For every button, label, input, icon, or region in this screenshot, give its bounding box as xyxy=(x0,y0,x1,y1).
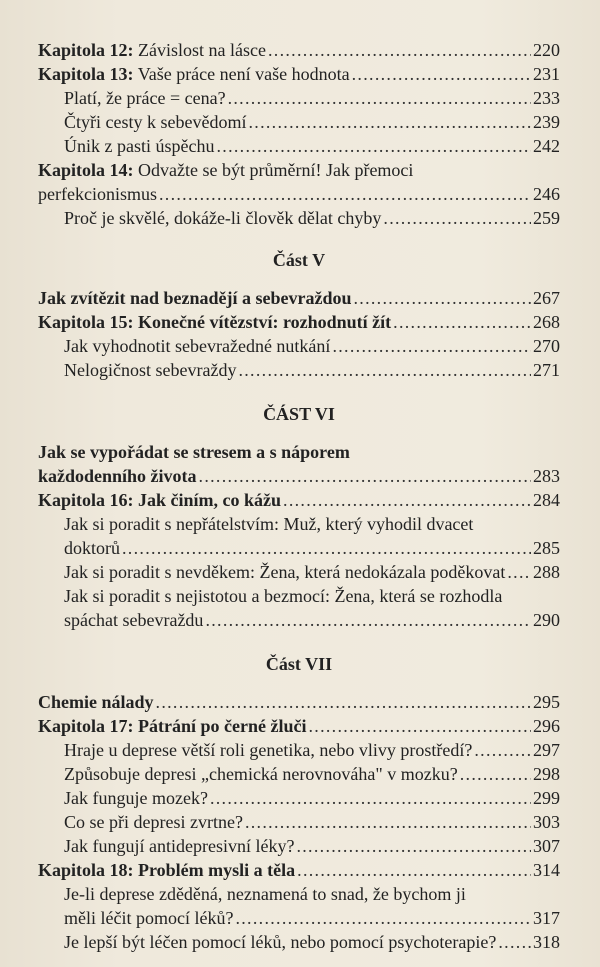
entry-title: Jak zvítězit nad beznadějí a sebevraždou xyxy=(38,288,352,308)
page-number: 317 xyxy=(533,908,560,928)
page-number: 295 xyxy=(533,692,560,712)
page-number: 268 xyxy=(533,312,560,332)
entry-title: perfekcionismus xyxy=(38,184,157,204)
toc-entry xyxy=(38,584,560,632)
entry-title: Chemie nálady xyxy=(38,692,154,712)
entry-title: Platí, že práce = cena? xyxy=(64,88,226,108)
toc-entry-part-title xyxy=(38,440,560,488)
entry-title: Způsobuje depresi „chemická nerovnováha" v mozku? xyxy=(64,764,458,784)
entry-title: spáchat sebevraždu xyxy=(64,610,204,630)
page-number: 267 xyxy=(533,288,560,308)
page-number: 284 xyxy=(533,490,560,510)
page-number: 318 xyxy=(533,932,560,952)
toc-entry xyxy=(38,762,560,786)
leader-dots xyxy=(205,608,531,632)
leader-dots xyxy=(122,536,531,560)
chapter-label: Kapitola 13: xyxy=(38,64,134,84)
leader-dots xyxy=(308,714,531,738)
entry-title: Jak si poradit s nevděkem: Žena, která nedokázala poděkovat xyxy=(64,562,506,582)
page-number: 220 xyxy=(533,40,560,60)
leader-dots xyxy=(216,134,531,158)
entry-title: Jak vyhodnotit sebevražedné nutkání xyxy=(64,336,331,356)
page-number: 231 xyxy=(533,64,560,84)
part-heading: ČÁST VI xyxy=(263,404,335,424)
part-heading: Část VII xyxy=(265,654,333,674)
toc-entry xyxy=(38,512,560,560)
leader-dots xyxy=(228,86,531,110)
entry-title: Je lepší být léčen pomocí léků, nebo pomocí psychoterapie? xyxy=(64,932,497,952)
toc-entry xyxy=(38,738,560,762)
entry-title: Kapitola 15: Konečné vítězství: rozhodnutí žít xyxy=(38,312,392,332)
toc-entry xyxy=(38,206,560,230)
page-number: 290 xyxy=(533,610,560,630)
page-number: 259 xyxy=(533,208,560,228)
page-number: 271 xyxy=(533,360,560,380)
toc-entry-kapitola-18 xyxy=(38,858,560,882)
page-number: 314 xyxy=(533,860,560,880)
leader-dots xyxy=(296,834,531,858)
toc-entry-kapitola-12 xyxy=(38,38,560,62)
leader-dots xyxy=(268,38,531,62)
leader-dots xyxy=(159,182,531,206)
leader-dots xyxy=(297,858,531,882)
leader-dots xyxy=(210,786,531,810)
chapter-label: Kapitola 14: xyxy=(38,160,134,180)
toc-entry-kapitola-14 xyxy=(38,158,560,206)
leader-dots xyxy=(498,930,531,954)
entry-title-line1: Odvažte se být průměrní! Jak přemoci xyxy=(138,160,414,180)
chapter-label: Kapitola 12: xyxy=(38,40,134,60)
entry-title: Jak funguje mozek? xyxy=(64,788,208,808)
toc-entry xyxy=(38,930,560,954)
page-number: 307 xyxy=(533,836,560,856)
page-number: 296 xyxy=(533,716,560,736)
toc-entry xyxy=(38,810,560,834)
entry-title: měli léčit pomocí léků? xyxy=(64,908,234,928)
toc-entry xyxy=(38,560,560,584)
entry-title: Proč je skvělé, dokáže-li člověk dělat chyby xyxy=(64,208,382,228)
page-number: 283 xyxy=(533,466,560,486)
leader-dots xyxy=(245,810,531,834)
leader-dots xyxy=(235,906,531,930)
page-number: 270 xyxy=(533,336,560,356)
leader-dots xyxy=(352,62,531,86)
page-number: 297 xyxy=(533,740,560,760)
toc-entry xyxy=(38,334,560,358)
leader-dots xyxy=(332,334,531,358)
toc-entry-kapitola-16 xyxy=(38,488,560,512)
leader-dots xyxy=(283,488,531,512)
part-heading: Část V xyxy=(272,250,326,270)
page-number: 299 xyxy=(533,788,560,808)
entry-title: Čtyři cesty k sebevědomí xyxy=(64,112,247,132)
leader-dots xyxy=(353,286,531,310)
toc-entry xyxy=(38,86,560,110)
toc-entry-kapitola-13 xyxy=(38,62,560,86)
leader-dots xyxy=(507,560,531,584)
entry-title: Hraje u deprese větší roli genetika, nebo vlivy prostředí? xyxy=(64,740,473,760)
page-number: 239 xyxy=(533,112,560,132)
entry-title: Co se při depresi zvrtne? xyxy=(64,812,243,832)
entry-title-line1: Jak si poradit s nejistotou a bezmocí: Žena, která se rozhodla xyxy=(64,586,503,606)
leader-dots xyxy=(199,464,531,488)
entry-title: Vaše práce není vaše hodnota xyxy=(137,64,350,84)
page-number: 298 xyxy=(533,764,560,784)
entry-title: Kapitola 17: Pátrání po černé žluči xyxy=(38,716,307,736)
toc-entry xyxy=(38,358,560,382)
entry-title-line1: Jak se vypořádat se stresem a s náporem xyxy=(38,442,350,462)
entry-title: doktorů xyxy=(64,538,120,558)
leader-dots xyxy=(383,206,531,230)
entry-title: Kapitola 16: Jak činím, co kážu xyxy=(38,490,282,510)
toc-entry-part-title xyxy=(38,286,560,310)
entry-title: Únik z pasti úspěchu xyxy=(64,136,215,156)
toc-entry-part-title xyxy=(38,690,560,714)
table-of-contents xyxy=(38,38,560,954)
toc-entry-kapitola-15 xyxy=(38,310,560,334)
toc-entry xyxy=(38,110,560,134)
page-number: 285 xyxy=(533,538,560,558)
page-number: 303 xyxy=(533,812,560,832)
entry-title: Kapitola 18: Problém mysli a těla xyxy=(38,860,296,880)
entry-title: každodenního života xyxy=(38,466,197,486)
entry-title-line1: Je-li deprese zděděná, neznamená to snad, že bychom ji xyxy=(64,884,466,904)
toc-entry xyxy=(38,834,560,858)
entry-title-line1: Jak si poradit s nepřátelstvím: Muž, který vyhodil dvacet xyxy=(64,514,474,534)
page-number: 233 xyxy=(533,88,560,108)
page-number: 242 xyxy=(533,136,560,156)
toc-entry xyxy=(38,786,560,810)
leader-dots xyxy=(474,738,531,762)
page-number: 246 xyxy=(533,184,560,204)
leader-dots xyxy=(393,310,531,334)
entry-title: Závislost na lásce xyxy=(138,40,266,60)
toc-entry-kapitola-17 xyxy=(38,714,560,738)
toc-entry xyxy=(38,134,560,158)
entry-title: Jak fungují antidepresivní léky? xyxy=(64,836,295,856)
leader-dots xyxy=(238,358,531,382)
entry-title: Nelogičnost sebevraždy xyxy=(64,360,237,380)
page-number: 288 xyxy=(533,562,560,582)
leader-dots xyxy=(156,690,531,714)
leader-dots xyxy=(460,762,531,786)
toc-entry xyxy=(38,882,560,930)
leader-dots xyxy=(248,110,531,134)
